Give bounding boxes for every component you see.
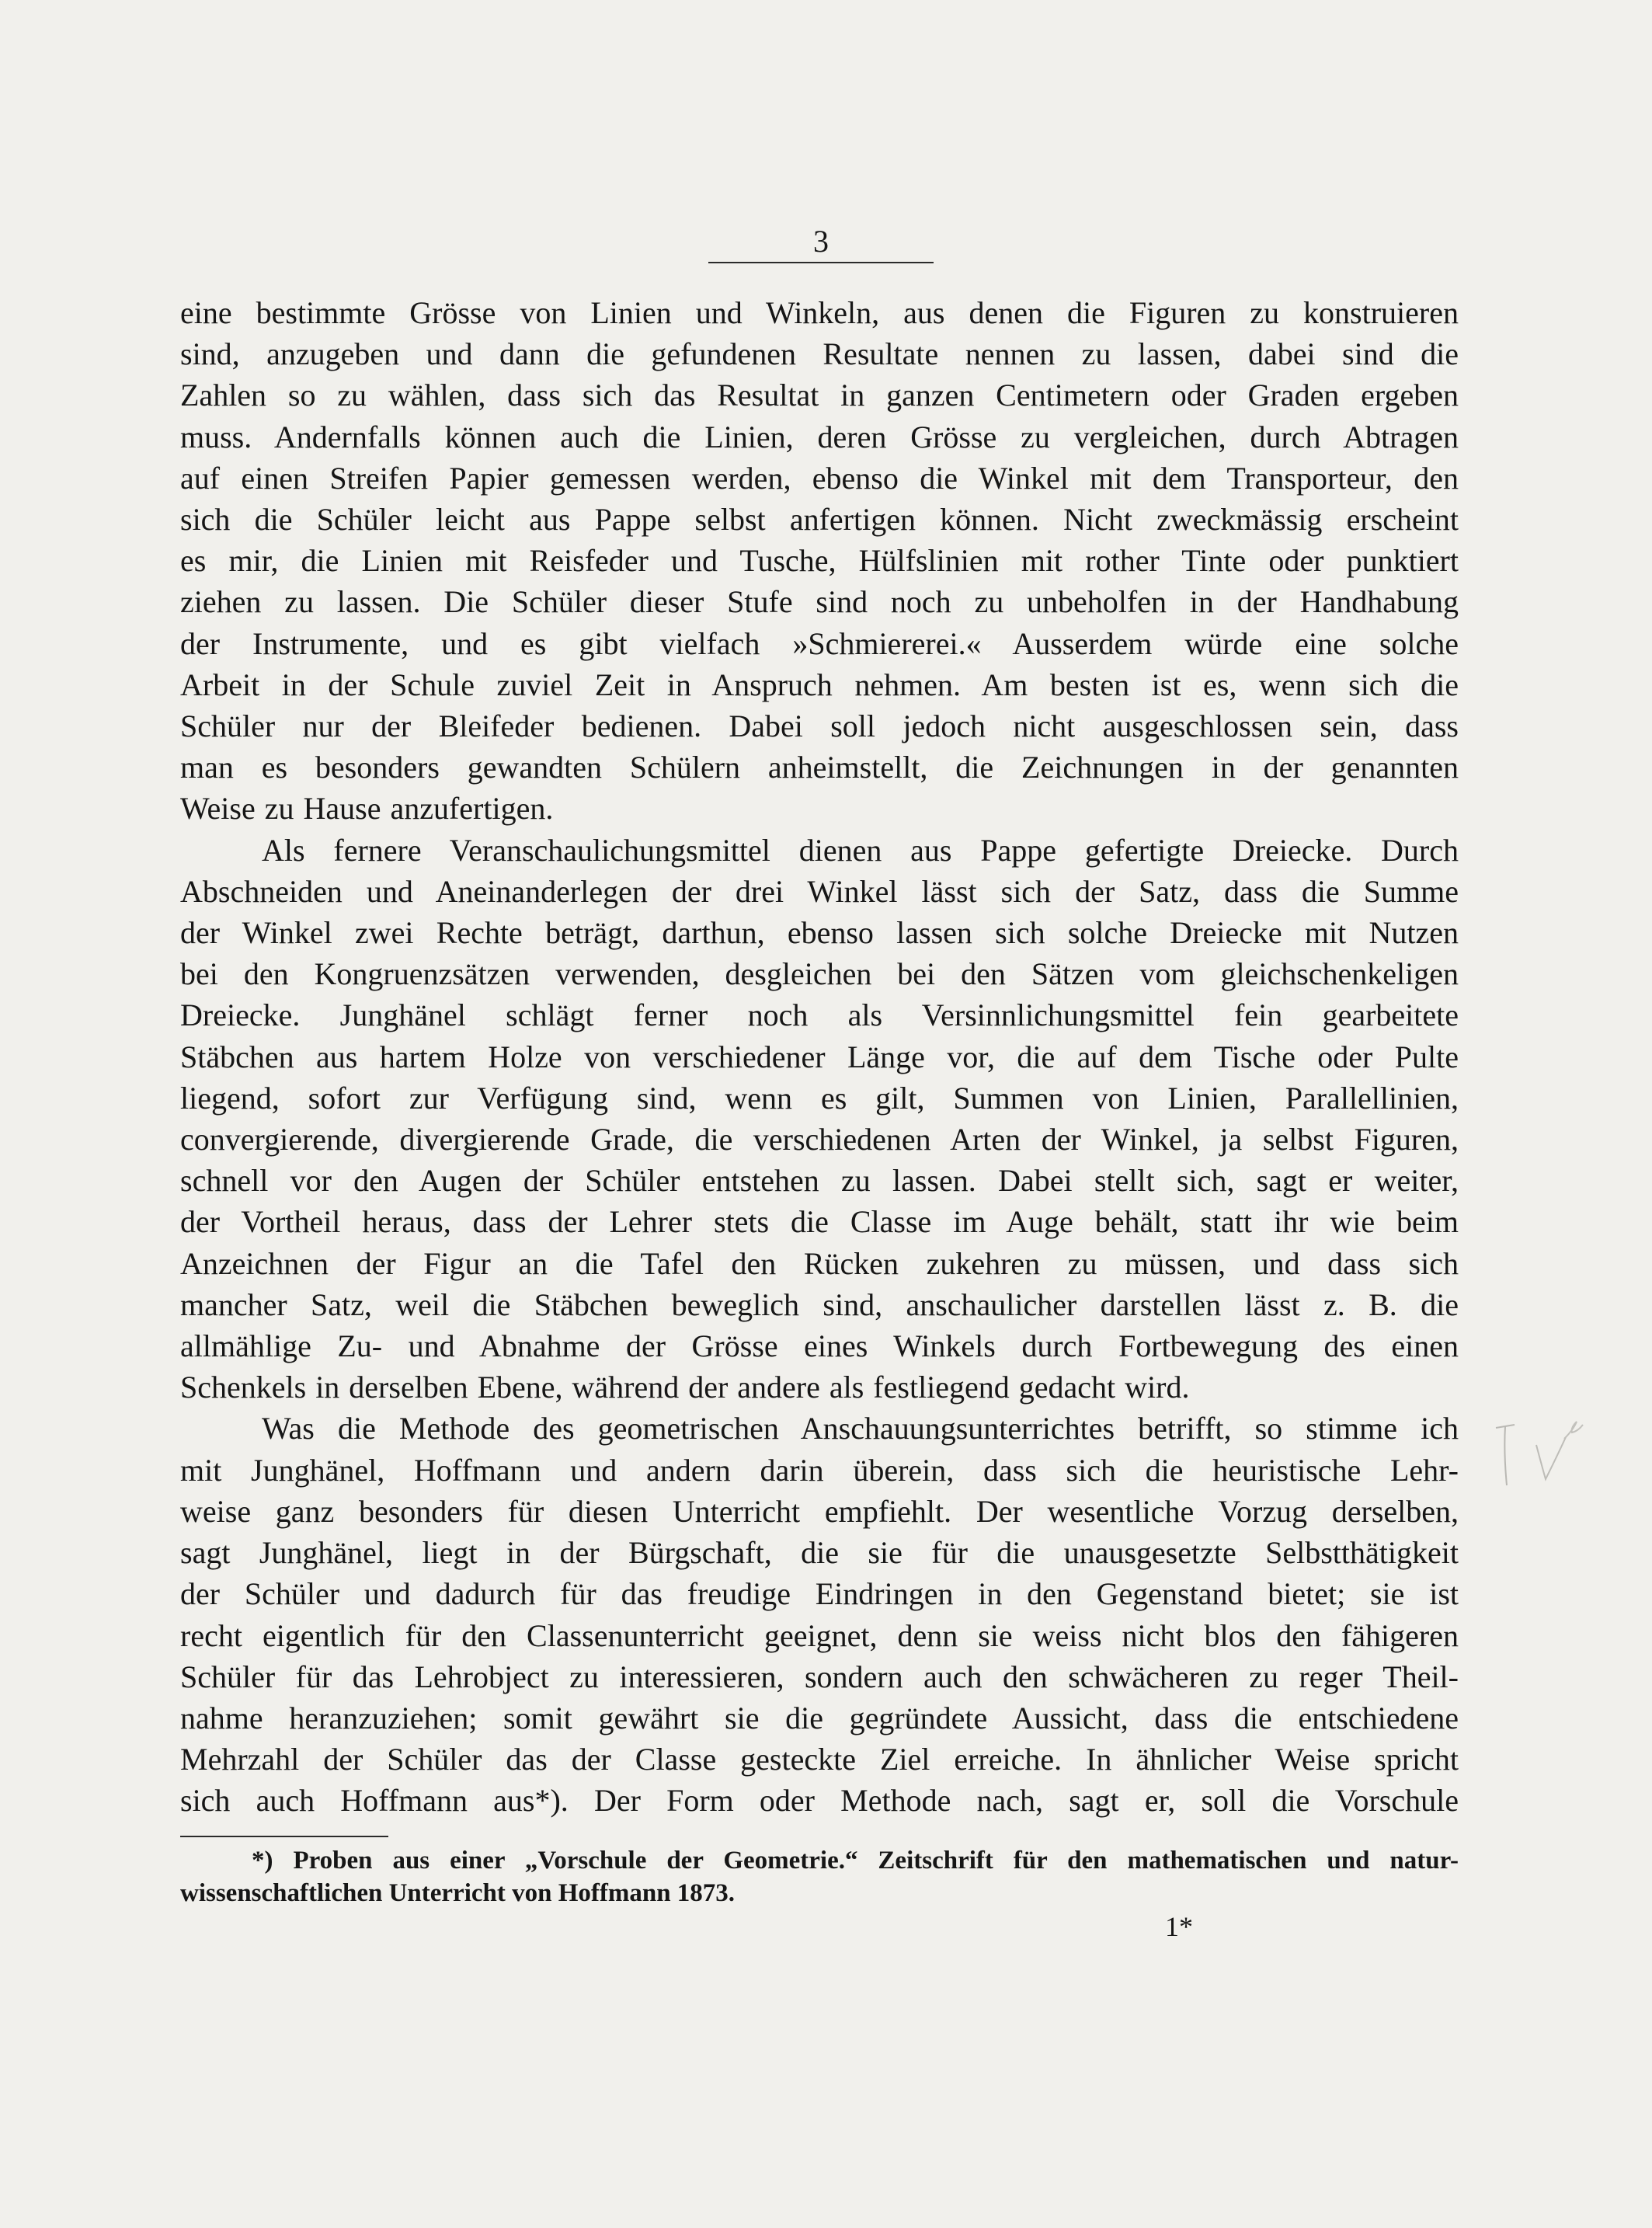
text-line: Dreiecke. Junghänel schlägt ferner noch als Versinnlichungsmittel fein gearbeitete bbox=[180, 997, 1459, 1033]
text-line: Mehrzahl der Schüler das der Classe gesteckte Ziel erreiche. In ähnlicher Weise spricht bbox=[180, 1742, 1459, 1777]
text-line: auf einen Streifen Papier gemessen werden, ebenso die Winkel mit dem Transporteur, den bbox=[180, 460, 1459, 496]
text-line: mit Junghänel, Hoffmann und andern darin überein, dass sich die heuristische Lehr- bbox=[180, 1452, 1459, 1488]
text-line: Weise zu Hause anzufertigen. bbox=[180, 791, 554, 827]
text-line: ziehen zu lassen. Die Schüler dieser Stufe sind noch zu unbeholfen in der Handhabung bbox=[180, 584, 1459, 620]
text-line: convergierende, divergierende Grade, die verschiedenen Arten der Winkel, ja selbst Figuren, bbox=[180, 1122, 1459, 1158]
paragraph-1 bbox=[180, 292, 1459, 830]
text-line: es mir, die Linien mit Reisfeder und Tusche, Hülfslinien mit rother Tinte oder punktiert bbox=[180, 543, 1459, 579]
paragraph-3 bbox=[180, 1408, 1459, 1821]
text-line: muss. Andernfalls können auch die Linien, deren Grösse zu vergleichen, durch Abtragen bbox=[180, 419, 1459, 454]
handwritten-margin-mark bbox=[1490, 1414, 1606, 1499]
signature-mark: 1* bbox=[1165, 1911, 1193, 1942]
text-line: Anzeichnen der Figur an die Tafel den Rücken zukehren zu müssen, und dass sich bbox=[180, 1245, 1459, 1281]
text-line: der Winkel zwei Rechte beträgt, darthun, ebenso lassen sich solche Dreiecke mit Nutzen bbox=[180, 915, 1459, 951]
text-line: nahme heranzuziehen; somit gewährt sie die gegründete Aussicht, dass die entschiedene bbox=[180, 1700, 1459, 1735]
text-line: sich auch Hoffmann aus*). Der Form oder Methode nach, sagt er, soll die Vorschule bbox=[180, 1783, 1459, 1819]
footnote-line: *) Proben aus einer „Vorschule der Geometrie.“ Zeitschrift für den mathematischen und natur- bbox=[252, 1847, 1459, 1875]
text-line: Was die Methode des geometrischen Anschauungsunterrichtes betrifft, so stimme ich bbox=[262, 1411, 1459, 1446]
text-line: bei den Kongruenzsätzen verwenden, desgleichen bei den Sätzen vom gleichschenkeligen bbox=[180, 956, 1459, 992]
text-line: sind, anzugeben und dann die gefundenen Resultate nennen zu lassen, dabei sind die bbox=[180, 336, 1459, 372]
pencil-mark-icon bbox=[1490, 1414, 1606, 1499]
text-line: liegend, sofort zur Verfügung sind, wenn es gilt, Summen von Linien, Parallellinien, bbox=[180, 1080, 1459, 1116]
text-line: der Vortheil heraus, dass der Lehrer stets die Classe im Auge behält, statt ihr wie beim bbox=[180, 1204, 1459, 1240]
text-line: Stäbchen aus hartem Holze von verschiedener Länge vor, die auf dem Tische oder Pulte bbox=[180, 1039, 1459, 1074]
text-line: Als fernere Veranschaulichungsmittel dienen aus Pappe gefertigte Dreiecke. Durch bbox=[262, 832, 1459, 868]
page-number: 3 bbox=[813, 224, 829, 259]
text-line: schnell vor den Augen der Schüler entstehen zu lassen. Dabei stellt sich, sagt er weiter, bbox=[180, 1163, 1459, 1199]
text-line: Schüler für das Lehrobject zu interessieren, sondern auch den schwächeren zu reger Theil- bbox=[180, 1659, 1459, 1694]
text-line: weise ganz besonders für diesen Unterricht empfiehlt. Der wesentliche Vorzug derselben, bbox=[180, 1493, 1459, 1529]
body-text bbox=[180, 292, 1459, 1822]
text-line: Arbeit in der Schule zuviel Zeit in Anspruch nehmen. Am besten ist es, wenn sich die bbox=[180, 667, 1459, 702]
text-line: mancher Satz, weil die Stäbchen beweglich sind, anschaulicher darstellen lässt z. B. die bbox=[180, 1286, 1459, 1322]
text-line: der Schüler und dadurch für das freudige Eindringen in den Gegenstand bietet; sie ist bbox=[180, 1576, 1459, 1612]
text-line: sich die Schüler leicht aus Pappe selbst anfertigen können. Nicht zweckmässig erscheint bbox=[180, 502, 1459, 538]
header-rule bbox=[708, 262, 934, 263]
text-line: recht eigentlich für den Classenunterricht geeignet, denn sie weiss nicht blos den fähigeren bbox=[180, 1617, 1459, 1653]
text-line: sagt Junghänel, liegt in der Bürgschaft, die sie für die unausgesetzte Selbstthätigkeit bbox=[180, 1535, 1459, 1571]
text-line: allmählige Zu- und Abnahme der Grösse eines Winkels durch Fortbewegung des einen bbox=[180, 1328, 1459, 1364]
text-line: eine bestimmte Grösse von Linien und Winkeln, aus denen die Figuren zu konstruieren bbox=[180, 295, 1459, 330]
paragraph-2 bbox=[180, 830, 1459, 1408]
text-line: Zahlen so zu wählen, dass sich das Resultat in ganzen Centimetern oder Graden ergeben bbox=[180, 378, 1459, 413]
footnote bbox=[180, 1844, 1459, 1909]
text-line: Abschneiden und Aneinanderlegen der drei Winkel lässt sich der Satz, dass die Summe bbox=[180, 873, 1459, 909]
footnote-line: wissenschaftlichen Unterricht von Hoffmann 1873. bbox=[180, 1879, 736, 1907]
footnote-rule bbox=[180, 1836, 388, 1837]
text-line: der Instrumente, und es gibt vielfach »Schmiererei.« Ausserdem würde eine solche bbox=[180, 625, 1459, 661]
text-line: man es besonders gewandten Schülern anheimstellt, die Zeichnungen in der genannten bbox=[180, 750, 1459, 785]
text-line: Schüler nur der Bleifeder bedienen. Dabei soll jedoch nicht ausgeschlossen sein, dass bbox=[180, 708, 1459, 744]
text-line: Schenkels in derselben Ebene, während der andere als festliegend gedacht wird. bbox=[180, 1370, 1190, 1405]
